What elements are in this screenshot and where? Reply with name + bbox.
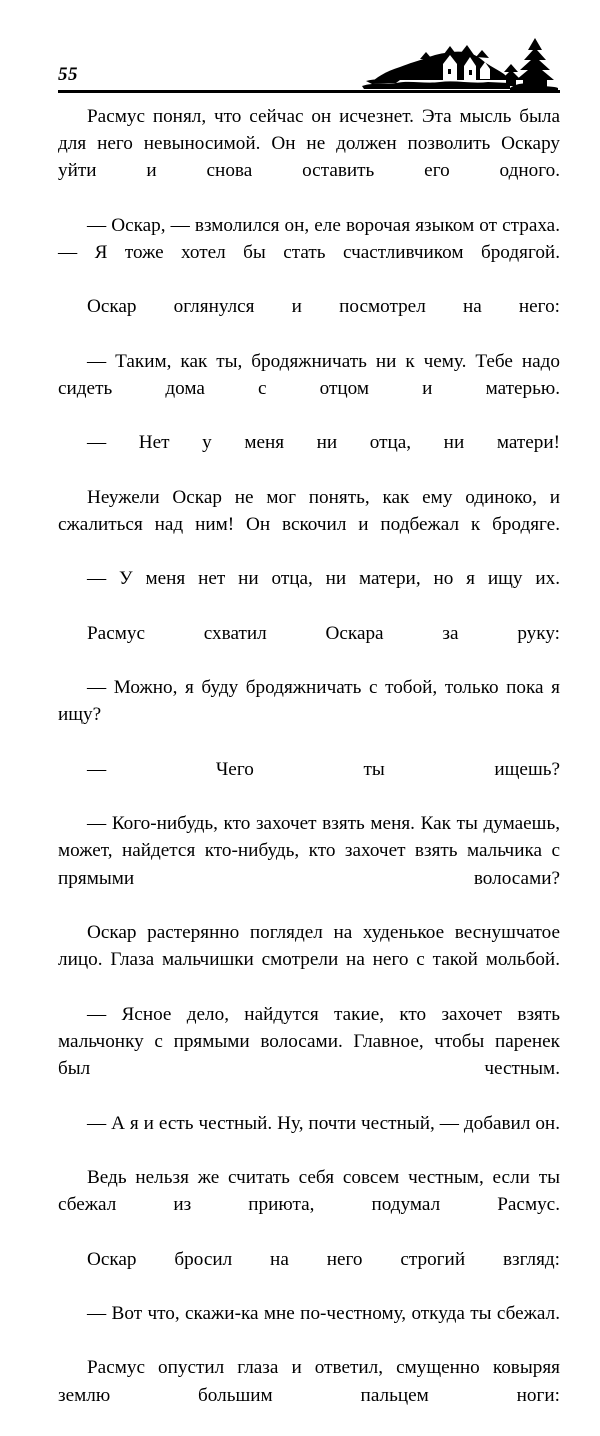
paragraph: Расмус понял, что сейчас он исчезнет. Эта мысль была для него невыносимой. Он не должен позволить Оскару уйти и снова оставить его одного. xyxy=(58,106,560,182)
page-number: 55 xyxy=(58,64,78,85)
landscape-vignette-icon xyxy=(360,36,560,92)
paragraph: — У меня нет ни отца, ни матери, но я ищу их. xyxy=(87,568,560,590)
paragraph: Расмус опустил глаза и ответил, смущенно ковыряя землю большим пальцем ноги: xyxy=(58,1357,560,1406)
paragraph: — Чего ты ищешь? xyxy=(87,758,560,780)
paragraph: — Кого-нибудь, кто захочет взять меня. Как ты думаешь, может, найдется кто-нибудь, кто захочет взять мальчика с прямыми волосами? xyxy=(58,813,560,889)
running-head xyxy=(58,36,560,92)
paragraph: — Вот что, скажи-ка мне по-честному, откуда ты сбежал. xyxy=(87,1302,560,1324)
paragraph: — А я и есть честный. Ну, почти честный, — добавил он. xyxy=(87,1112,560,1134)
paragraph: Оскар оглянулся и посмотрел на него: xyxy=(87,296,560,318)
paragraph: Ведь нельзя же считать себя совсем честным, если ты сбежал из приюта, подумал Расмус. xyxy=(58,1166,560,1216)
paragraph: — Можно, я буду бродяжничать с тобой, только пока я ищу? xyxy=(58,677,560,726)
header-divider-rule xyxy=(58,90,560,93)
paragraph: Оскар бросил на него строгий взгляд: xyxy=(87,1248,560,1270)
paragraph: Оскар растерянно поглядел на худенькое веснушчатое лицо. Глаза мальчишки смотрели на него с такой мольбой. xyxy=(58,922,560,971)
paragraph: Неужели Оскар не мог понять, как ему одиноко, и сжалиться над ним! Он вскочил и подбежал к бродяге. xyxy=(58,486,560,536)
paragraph: Расмус схватил Оскара за руку: xyxy=(87,622,560,644)
page-body-text xyxy=(58,103,560,1436)
paragraph: — Ясное дело, найдутся такие, кто захочет взять мальчонку с прямыми волосами. Главное, чтобы паренек был честным. xyxy=(58,1003,560,1080)
paragraph: — Оскар, — взмолился он, еле ворочая языком от страха. — Я тоже хотел бы стать счастливчиком бродягой. xyxy=(58,214,560,264)
paragraph: — Таким, как ты, бродяжничать ни к чему. Тебе надо сидеть дома с отцом и матерью. xyxy=(58,350,560,400)
paragraph: — Нет у меня ни отца, ни матери! xyxy=(87,432,560,454)
